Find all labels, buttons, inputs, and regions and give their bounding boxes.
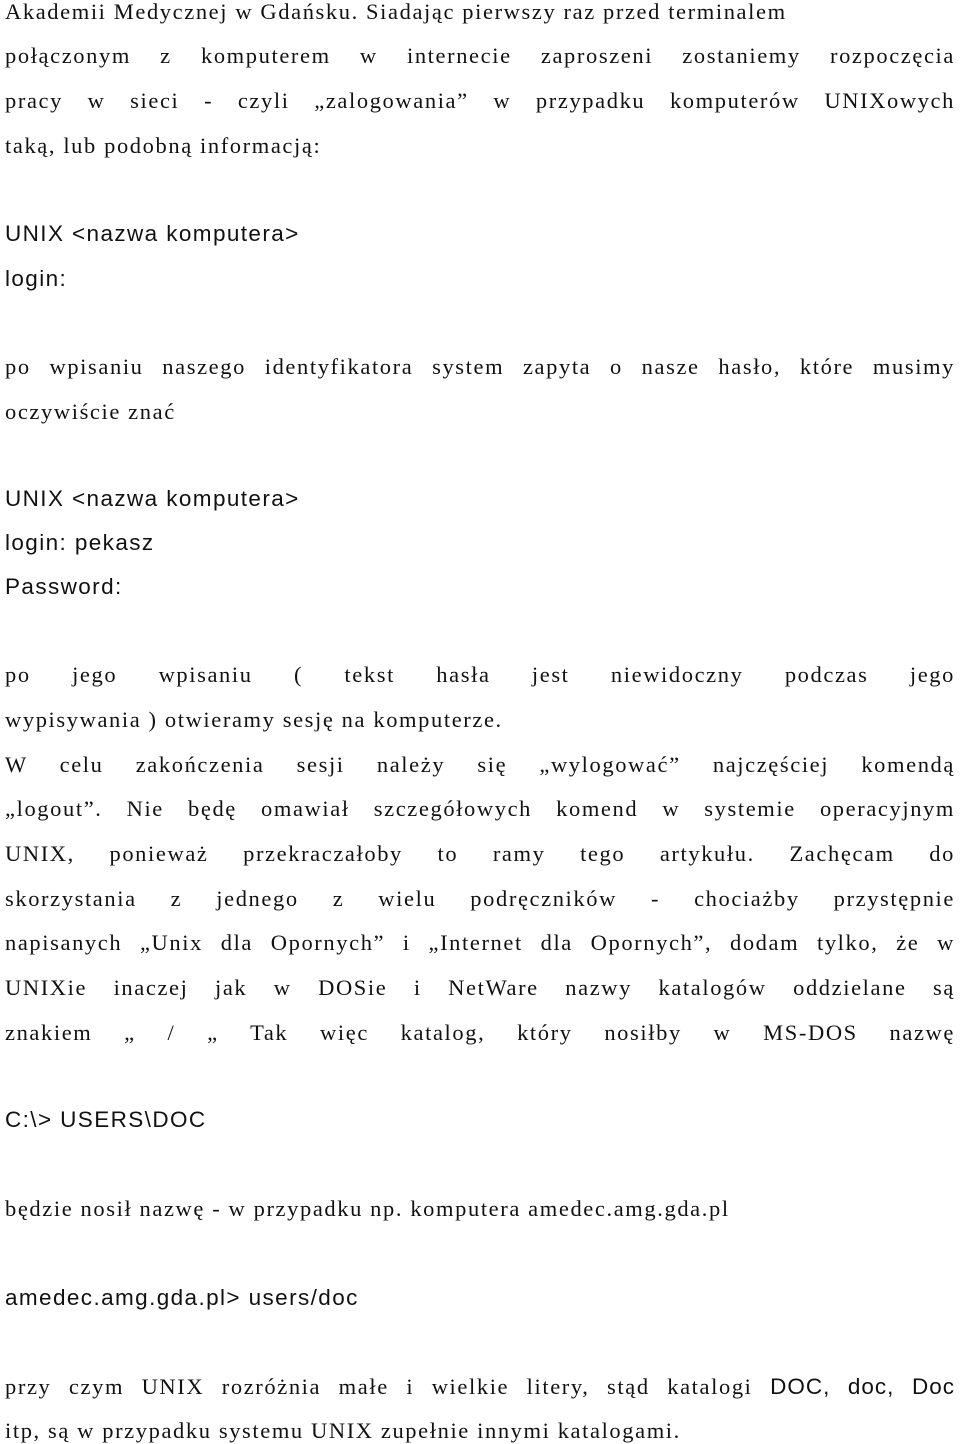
paragraph-line: skorzystania z jednego z wielu podręczników - chociażby przystępnie: [5, 886, 955, 911]
paragraph-line: pracy w sieci - czyli „zalogowania” w przypadku komputerów UNIXowych: [5, 88, 955, 113]
paragraph-line: itp, są w przypadku systemu UNIX zupełnie innymi katalogami.: [5, 1418, 681, 1443]
paragraph-line: W celu zakończenia sesji należy się „wylogować” najczęściej komendą: [5, 752, 955, 777]
paragraph-line: taką, lub podobną informacją:: [5, 133, 322, 158]
terminal-line: login: pekasz: [5, 530, 155, 555]
paragraph-text: przy czym UNIX rozróżnia małe i wielkie litery, stąd katalogi: [5, 1374, 753, 1399]
paragraph-line: Akademii Medycznej w Gdańsku. Siadając pierwszy raz przed terminalem: [5, 0, 787, 24]
paragraph-line: UNIXie inaczej jak w DOSie i NetWare nazwy katalogów oddzielane są: [5, 975, 955, 1000]
terminal-line: Password:: [5, 574, 123, 599]
paragraph-line: oczywiście znać: [5, 399, 176, 424]
paragraph-line: UNIX, ponieważ przekraczałoby to ramy tego artykułu. Zachęcam do: [5, 841, 955, 866]
terminal-line: C:\> USERS\DOC: [5, 1107, 207, 1132]
paragraph-line: [5, 1375, 955, 1399]
paragraph-line: „logout”. Nie będę omawiał szczegółowych komend w systemie operacyjnym: [5, 796, 955, 821]
directory-names: DOC, doc, Doc: [770, 1374, 956, 1399]
terminal-line: UNIX <nazwa komputera>: [5, 486, 300, 511]
terminal-line: amedec.amg.gda.pl> users/doc: [5, 1285, 359, 1310]
paragraph-line: znakiem „ / „ Tak więc katalog, który nosiłby w MS-DOS nazwę: [5, 1020, 955, 1045]
paragraph-line: będzie nosił nazwę - w przypadku np. komputera amedec.amg.gda.pl: [5, 1196, 730, 1221]
paragraph-line: połączonym z komputerem w internecie zaproszeni zostaniemy rozpoczęcia: [5, 43, 955, 68]
paragraph-line: po wpisaniu naszego identyfikatora system zapyta o nasze hasło, które musimy: [5, 354, 955, 379]
paragraph-line: napisanych „Unix dla Opornych” i „Internet dla Opornych”, dodam tylko, że w: [5, 930, 955, 955]
terminal-line: login:: [5, 266, 68, 291]
terminal-line: UNIX <nazwa komputera>: [5, 221, 300, 246]
paragraph-line: wypisywania ) otwieramy sesję na komputerze.: [5, 707, 503, 732]
paragraph-line: po jego wpisaniu ( tekst hasła jest niewidoczny podczas jego: [5, 662, 955, 687]
